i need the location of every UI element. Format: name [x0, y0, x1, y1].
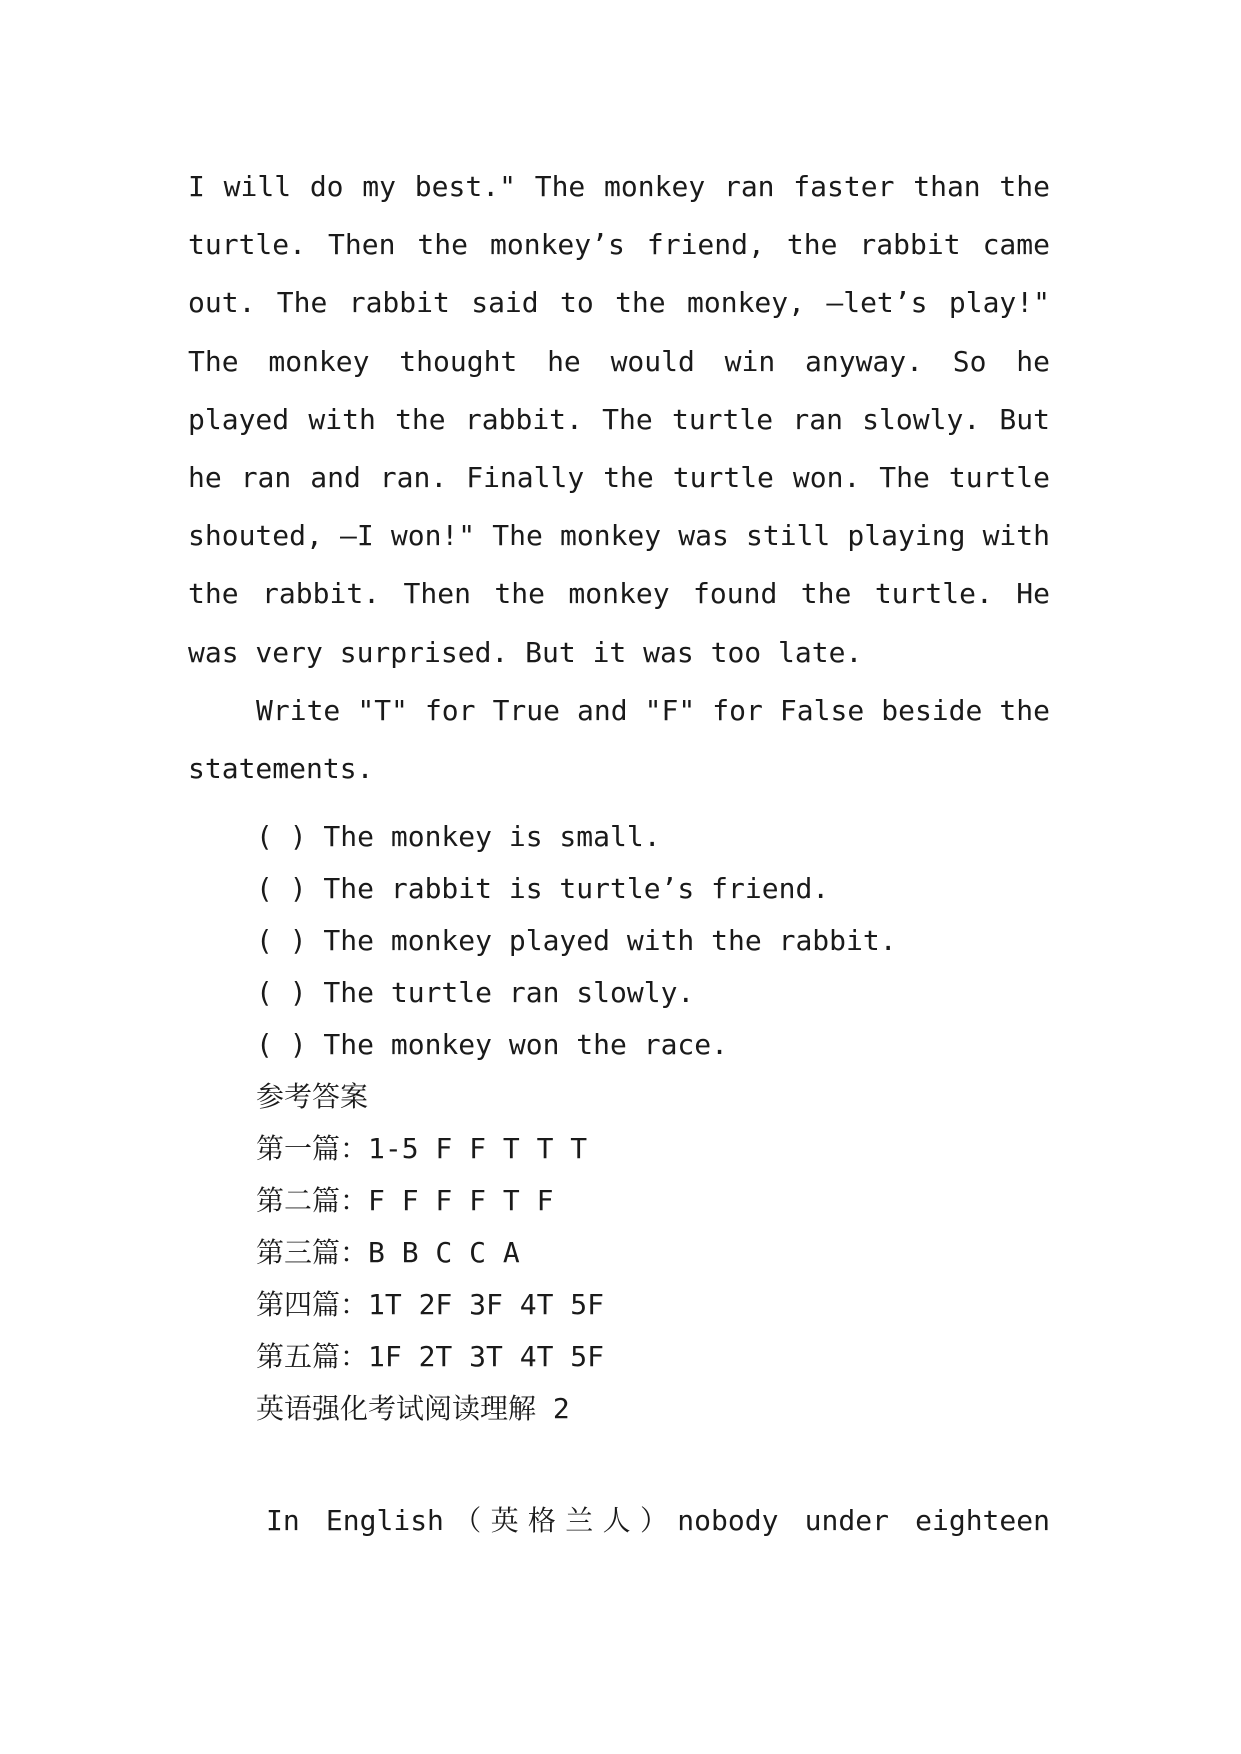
answer-line-3: 第三篇：B B C C A [256, 1236, 520, 1269]
statement-4: ( ) The turtle ran slowly. [256, 976, 695, 1009]
instruction-paragraph: Write "T" for True and "F" for False beside the statements. [188, 694, 1050, 786]
statement-1: ( ) The monkey is small. [256, 820, 661, 853]
statement-5: ( ) The monkey won the race. [256, 1028, 729, 1061]
answer-line-5: 第五篇：1F 2T 3T 4T 5F [256, 1340, 605, 1373]
answers-heading: 参考答案 [256, 1080, 369, 1113]
story-paragraph: I will do my best." The monkey ran faster than the turtle. Then the monkey’s friend, the rabbit came out. The rabbit said to the monkey, ―let’s play!" The monkey thought he would win anyway. So he played with the rabbit. The turtle ran slowly. But he ran and ran. Finally the turtle won. The turtle shouted, ―I won!" The monkey was still playing with the rabbit. Then the monkey found the turtle. He was very surprised. But it was too late. [188, 170, 1050, 669]
answer-line-1: 第一篇：1-5 F F T T T [256, 1132, 588, 1165]
answer-line-2: 第二篇：F F F F T F [256, 1184, 554, 1217]
statement-3: ( ) The monkey played with the rabbit. [256, 924, 897, 957]
statement-2: ( ) The rabbit is turtle’s friend. [256, 872, 830, 905]
next-paragraph-start: In English（英格兰人）nobody under eighteen [266, 1504, 1050, 1537]
section-title: 英语强化考试阅读理解 2 [256, 1392, 570, 1425]
answer-line-4: 第四篇：1T 2F 3F 4T 5F [256, 1288, 605, 1321]
